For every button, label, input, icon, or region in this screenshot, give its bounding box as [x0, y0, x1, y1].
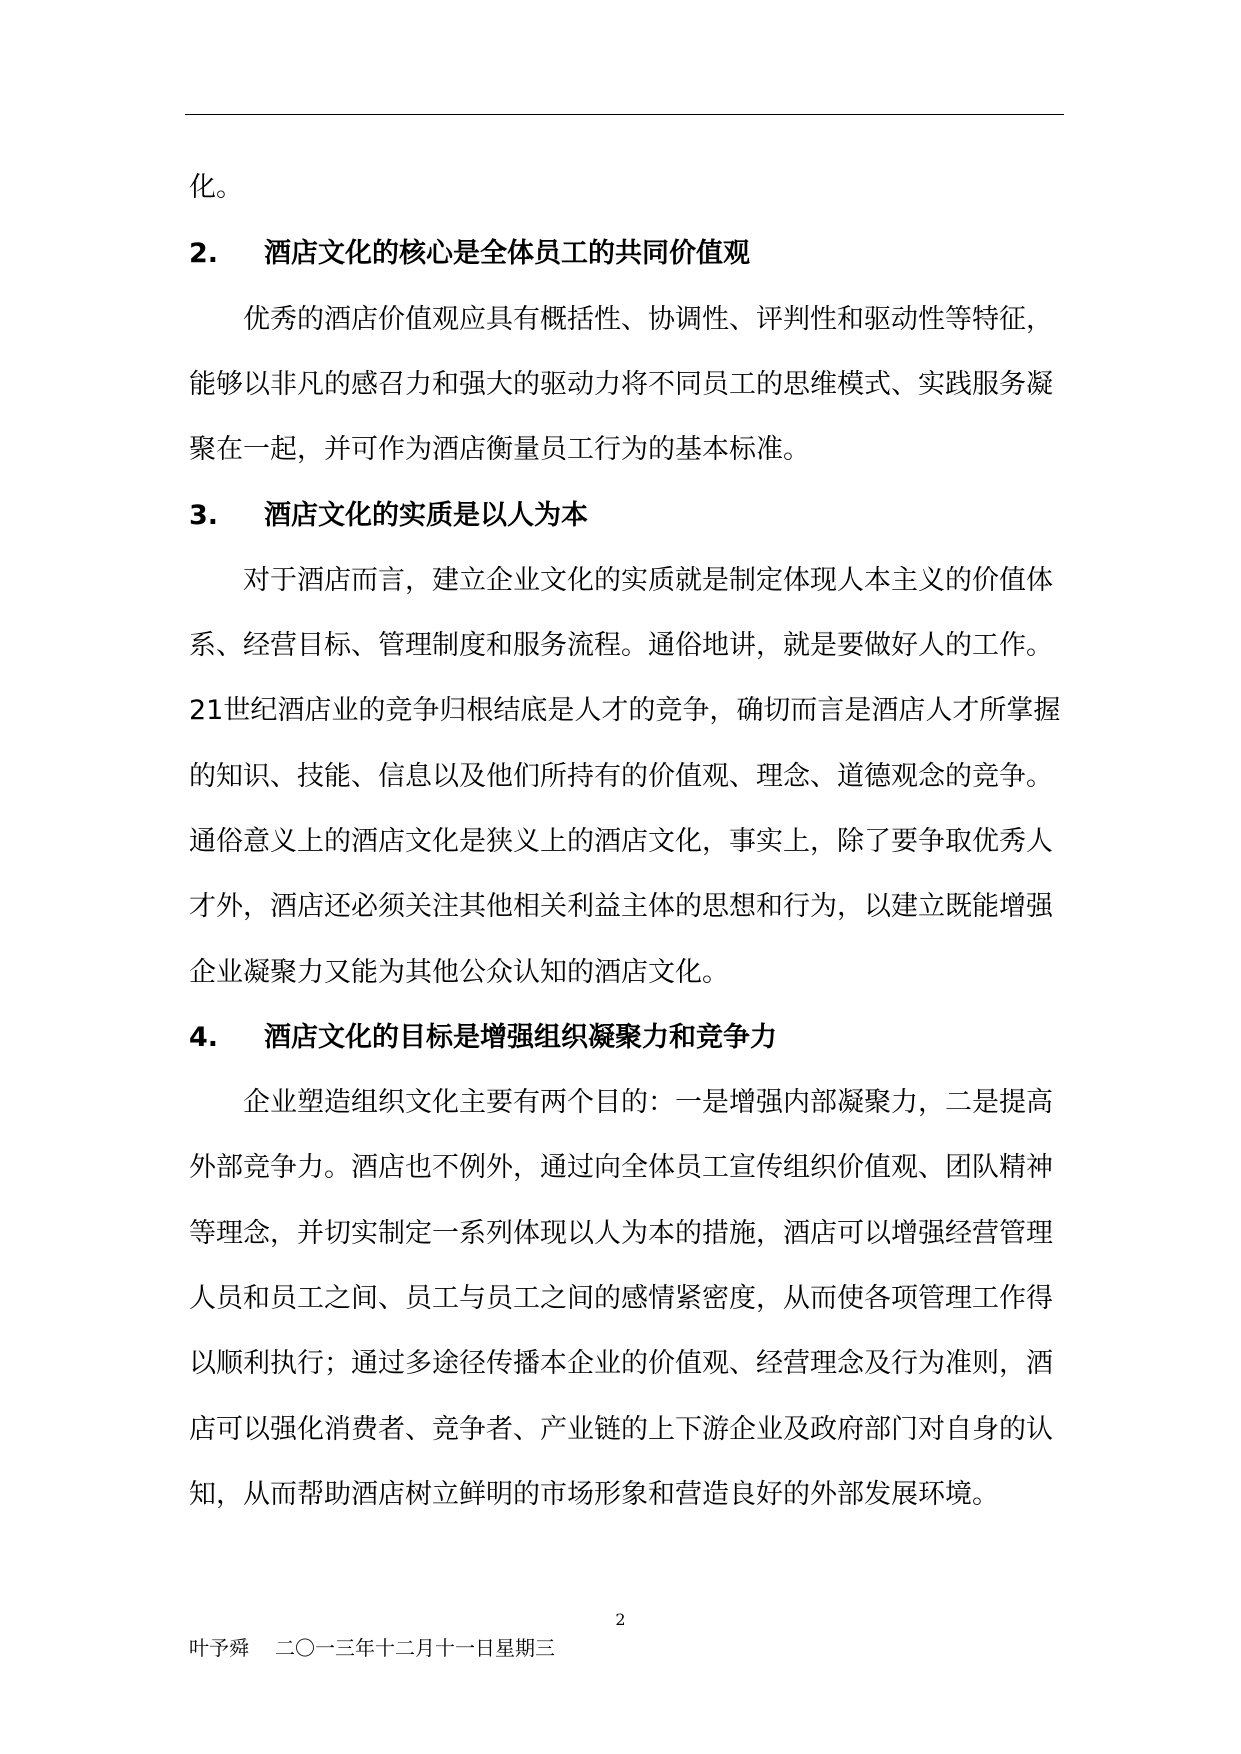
- header-rule: [185, 114, 1064, 115]
- body-line: 能够以非凡的感召力和强大的驱动力将不同员工的思维模式、实践服务凝: [189, 369, 1053, 400]
- body-line: 外部竞争力。酒店也不例外，通过向全体员工宣传组织价值观、团队精神: [189, 1152, 1053, 1183]
- section-number: 2.: [189, 238, 219, 269]
- body-line: 才外，酒店还必须关注其他相关利益主体的思想和行为，以建立既能增强: [189, 891, 1053, 922]
- body-line: 以顺利执行；通过多途径传播本企业的价值观、经营理念及行为准则，酒: [189, 1348, 1053, 1379]
- footer-date: 二〇一三年十二月十一日星期三: [275, 1636, 555, 1660]
- body-line: 店可以强化消费者、竞争者、产业链的上下游企业及政府部门对自身的认: [189, 1414, 1053, 1445]
- body-line: 等理念，并切实制定一系列体现以人为本的措施，酒店可以增强经营管理: [189, 1218, 1053, 1249]
- section-title: 酒店文化的目标是增强组织凝聚力和竞争力: [264, 1022, 777, 1053]
- section-number: 3.: [189, 500, 219, 531]
- page-number: 2: [615, 1610, 626, 1629]
- footer: [189, 1636, 555, 1660]
- section-heading-2: [189, 236, 1069, 272]
- body-line: 通俗意义上的酒店文化是狭义上的酒店文化，事实上，除了要争取优秀人: [189, 826, 1053, 857]
- body-line: 化。: [189, 172, 243, 203]
- body-line: 优秀的酒店价值观应具有概括性、协调性、评判性和驱动性等特征，: [243, 304, 1053, 335]
- body-line: 系、经营目标、管理制度和服务流程。通俗地讲，就是要做好人的工作。: [189, 630, 1053, 661]
- body-line: 企业凝聚力又能为其他公众认知的酒店文化。: [189, 957, 729, 988]
- body-line: 企业塑造组织文化主要有两个目的：一是增强内部凝聚力，二是提高: [243, 1087, 1053, 1118]
- section-heading-4: [189, 1020, 1069, 1056]
- section-heading-3: [189, 498, 1069, 534]
- body-line: 人员和员工之间、员工与员工之间的感情紧密度，从而使各项管理工作得: [189, 1283, 1053, 1314]
- body-line: 聚在一起，并可作为酒店衡量员工行为的基本标准。: [189, 434, 810, 465]
- body-line: 知，从而帮助酒店树立鲜明的市场形象和营造良好的外部发展环境。: [189, 1479, 999, 1510]
- footer-author: 叶予舜: [189, 1636, 249, 1660]
- section-title: 酒店文化的核心是全体员工的共同价值观: [264, 238, 750, 269]
- body-line: 21世纪酒店业的竞争归根结底是人才的竞争，确切而言是酒店人才所掌握: [189, 695, 1061, 726]
- section-title: 酒店文化的实质是以人为本: [264, 500, 588, 531]
- body-line: 对于酒店而言，建立企业文化的实质就是制定体现人本主义的价值体: [243, 565, 1053, 596]
- body-line: 的知识、技能、信息以及他们所持有的价值观、理念、道德观念的竞争。: [189, 761, 1053, 792]
- section-number: 4.: [189, 1022, 219, 1053]
